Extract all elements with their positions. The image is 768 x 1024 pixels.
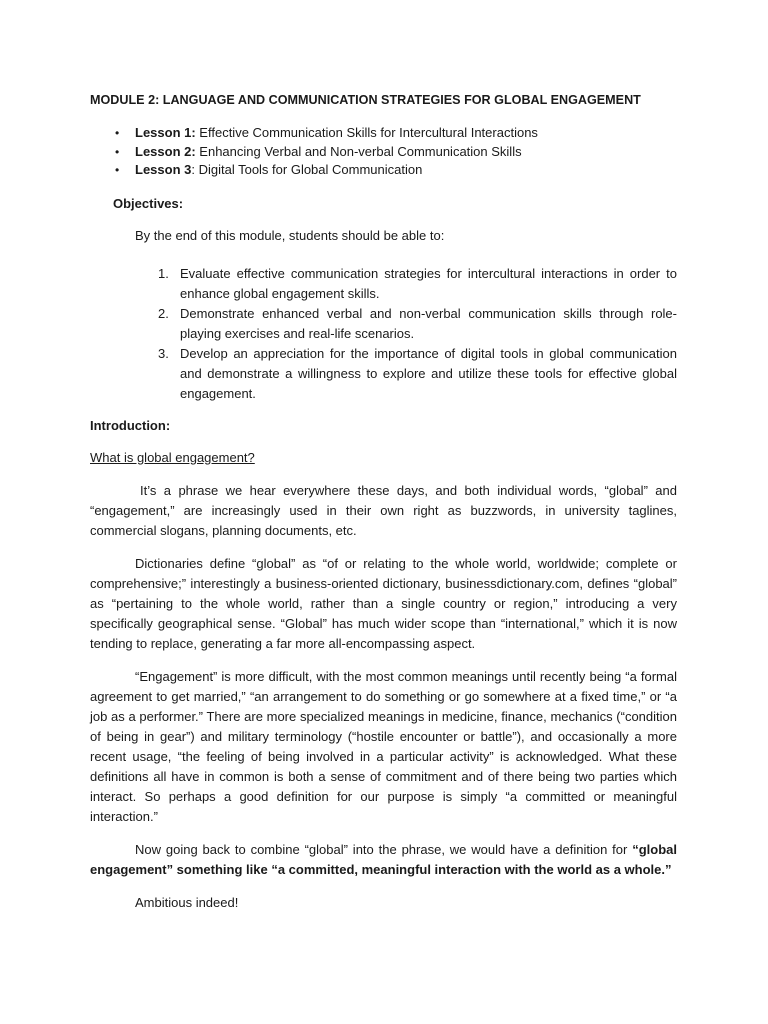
lesson-item — [90, 124, 677, 143]
lesson-label: Lesson 1: — [135, 125, 196, 140]
objective-number: 3. — [158, 345, 169, 361]
module-title: MODULE 2: LANGUAGE AND COMMUNICATION STRATEGIES FOR GLOBAL ENGAGEMENT — [90, 93, 641, 107]
objective-text: Evaluate effective communication strategies for intercultural interactions in order to enhance global engagement skills. — [180, 265, 677, 301]
paragraph-text: Now going back to combine “global” into the phrase, we would have a definition for — [135, 841, 633, 857]
bullet-icon: • — [115, 126, 120, 140]
document-page — [90, 90, 677, 913]
objective-number: 1. — [158, 265, 169, 281]
introduction-heading: Introduction: — [90, 417, 171, 433]
paragraph: “Engagement” is more difficult, with the most common meanings until recently being “a formal agreement to get married,” “an arrangement to do something or go somewhere at a fixed time,” or “a job as a performer.” There are more specialized meanings in medicine, finance, mechanics (“condition of being in gear”) and military terminology (“hostile encounter or battle”), and occasionally a more recent usage, “the feeling of being involved in a particular activity” is acknowledged. What these definitions all have in common is both a sense of commitment and of there being two parties which interact. So perhaps a good definition for our purpose is simply “a committed or meaningful interaction.” — [90, 668, 677, 824]
lesson-text: Enhancing Verbal and Non-verbal Communication Skills — [195, 143, 522, 159]
closing-line: Ambitious indeed! — [135, 894, 239, 910]
lesson-text: Effective Communication Skills for Intercultural Interactions — [195, 125, 538, 140]
lessons-list — [90, 124, 677, 180]
global-engagement-subheading: What is global engagement? — [90, 449, 255, 465]
objective-item — [90, 264, 677, 304]
objective-text: Demonstrate enhanced verbal and non-verbal communication skills through role-playing exercises and real-life scenarios. — [180, 305, 677, 341]
definition-bold-text: “global engagement” something like “a committed, meaningful interaction with the world as a whole.” — [90, 841, 677, 877]
bullet-icon: • — [115, 163, 120, 177]
objectives-list — [90, 264, 677, 404]
bullet-icon: • — [115, 144, 120, 159]
lesson-text: : Digital Tools for Global Communication — [191, 162, 423, 177]
objective-text: Develop an appreciation for the importance of digital tools in global communication and demonstrate a willingness to explore and utilize these tools for effective global engagement. — [180, 345, 677, 401]
lesson-label: Lesson 3 — [135, 162, 192, 177]
paragraph — [90, 840, 677, 880]
lesson-item — [90, 143, 677, 162]
lesson-item — [90, 161, 677, 180]
objectives-heading: Objectives: — [113, 195, 184, 211]
lesson-label: Lesson 2: — [135, 143, 196, 159]
objective-item — [90, 304, 677, 344]
paragraph: It’s a phrase we hear everywhere these days, and both individual words, “global” and “engagement,” are increasingly used in their own right as buzzwords, in university taglines, commercial slogans, planning documents, etc. — [90, 482, 677, 538]
objective-item — [90, 344, 677, 404]
objective-number: 2. — [158, 305, 169, 321]
paragraph: Dictionaries define “global” as “of or relating to the whole world, worldwide; complete or comprehensive;” interestingly a business-oriented dictionary, businessdictionary.com, defines “global” as “pertaining to the whole world, rather than a single country or region,” introducing a very specifically geographical sense. “Global” has much wider scope than “international,” which it is now tending to replace, generating a far more all-encompassing aspect. — [90, 555, 677, 651]
objectives-intro: By the end of this module, students should be able to: — [135, 227, 445, 243]
